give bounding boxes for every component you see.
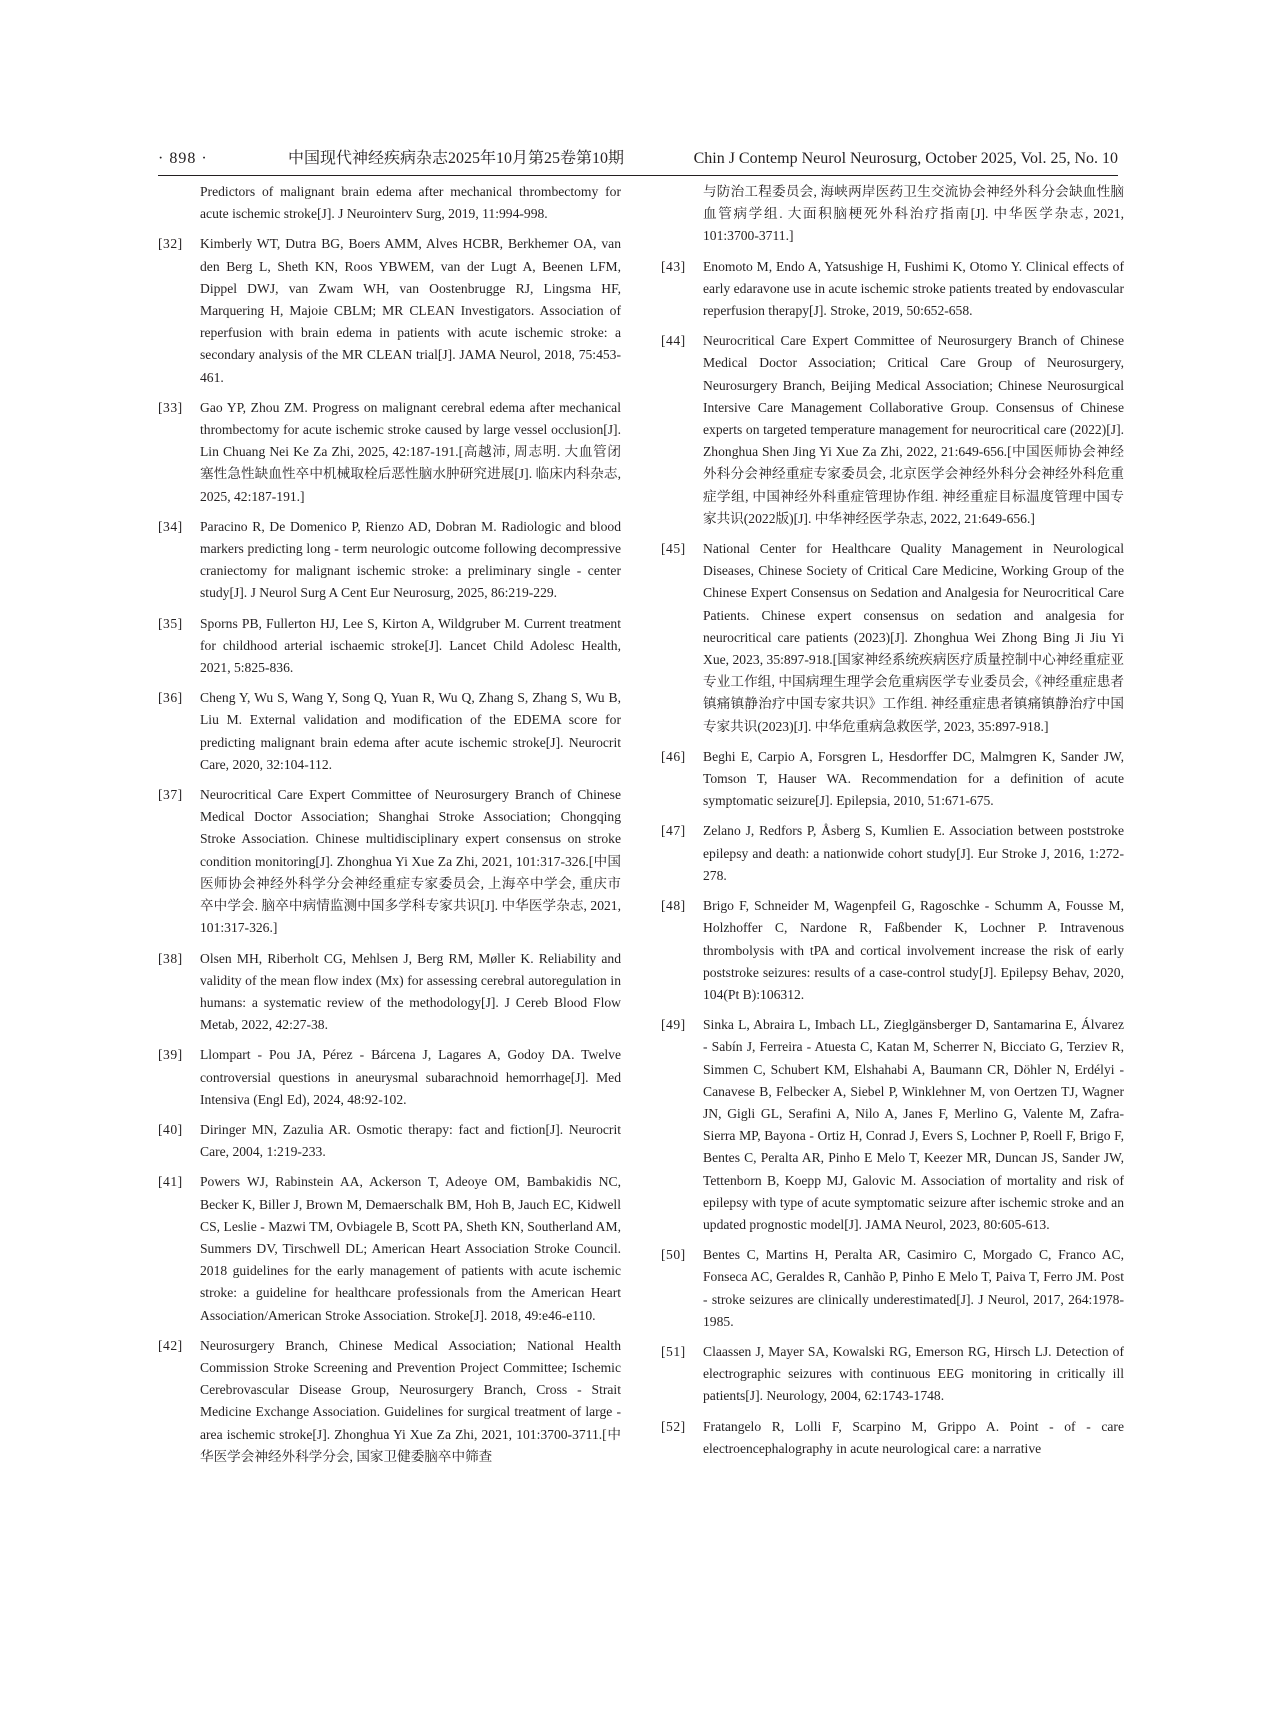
reference-41 [158,1171,621,1326]
reference-text: Predictors of malignant brain edema after mechanical thrombectomy for acute ischemic stroke[J]. J Neurointerv Surg, 2019, 11:994-998. [200,184,621,222]
reference-number: [49] [661,1017,686,1033]
reference-text: Beghi E, Carpio A, Forsgren L, Hesdorffer DC, Malmgren K, Sander JW, Tomson T, Hauser WA. Recommendation for a definition of acute symptomatic seizure[J]. Epilepsia, 2010, 51:671-675. [703,748,1124,809]
reference-35 [158,613,621,680]
reference-number: [41] [158,1174,183,1190]
reference-text: Fratangelo R, Lolli F, Scarpino M, Grippo A. Point - of - care electroencephalography in acute neurological care: a narrative [703,1418,1124,1456]
reference-text: Llompart - Pou JA, Pérez - Bárcena J, Lagares A, Godoy DA. Twelve controversial questions in aneurysmal subarachnoid hemorrhage[J]. Med Intensiva (Engl Ed), 2024, 48:92-102. [200,1047,621,1107]
reference-number: [52] [661,1418,686,1434]
reference-47 [661,820,1124,887]
right-column [661,181,1124,1468]
left-column [158,181,621,1476]
reference-text: Sinka L, Abraira L, Imbach LL, Zieglgänsberger D, Santamarina E, Álvarez - Sabín J, Ferreira - Atuesta C, Katan M, Scherrer N, Bicciato G, Terziev R, Simmen C, Schubert KM, Elshahabi A, Baumann CR, Döhler N, Erdélyi - Canavese B, Felbecker A, Siebel P, Winklehner M, von Oertzen TJ, Wagner JN, Gigli GL, Serafini A, Nilo A, Janes F, Merlino G, Valente M, Zafra-Sierra MP, Bayona - Ortiz H, Conrad J, Evers S, Lochner P, Roell F, Brigo F, Bentes C, Peralta AR, Pinho E Melo T, Keezer MR, Duncan JS, Sander JW, Tettenborn B, Koepp MJ, Galovic M. Association of mortality and risk of epilepsy with type of acute symptomatic seizure after ischemic stroke and an updated prognostic model[J]. JAMA Neurol, 2023, 80:605-613. [703,1017,1124,1232]
reference-number: [40] [158,1121,183,1137]
running-header [158,146,1118,172]
reference-48 [661,895,1124,1006]
reference-continuation [158,181,621,225]
reference-text: Powers WJ, Rabinstein AA, Ackerson T, Adeoye OM, Bambakidis NC, Becker K, Biller J, Brown M, Demaerschalk BM, Hoh B, Jauch EC, Kidwell CS, Leslie - Mazwi TM, Ovbiagele B, Scott PA, Sheth KN, Southerland AM, Summers DV, Tirschwell DL; American Heart Association Stroke Council. 2018 guidelines for the early management of patients with acute ischemic stroke: a guideline for healthcare professionals from the American Heart Association/American Stroke Association. Stroke[J]. 2018, 49:e46-e110. [200,1174,621,1323]
reference-39 [158,1044,621,1111]
reference-37 [158,784,621,939]
reference-number: [48] [661,898,686,914]
reference-number: [46] [661,748,686,764]
reference-text: National Center for Healthcare Quality Management in Neurological Diseases, Chinese Society of Critical Care Medicine, Working Group of the Chinese Expert Consensus on Sedation and Analgesia for Neurocritical Care Patients. Chinese expert consensus on sedation and analgesia for neurocritical care patients (2023)[J]. Zhonghua Wei Zhong Bing Ji Jiu Yi Xue, 2023, 35:897-918.[国家神经系统疾病医疗质量控制中心神经重症亚专业工作组, 中国病理生理学会危重病医学专业委员会,《神经重症患者镇痛镇静治疗中国专家共识》工作组. 神经重症患者镇痛镇静治疗中国专家共识(2023)[J]. 中华危重病急救医学, 2023, 35:897-918.] [703,541,1124,734]
reference-text: Kimberly WT, Dutra BG, Boers AMM, Alves HCBR, Berkhemer OA, van den Berg L, Sheth KN, Roos YBWEM, van der Lugt A, Beenen LFM, Dippel DWJ, van Zwam WH, van Oostenbrugge RJ, Lingsma HF, Marquering H, Majoie CBLM; MR CLEAN Investigators. Association of reperfusion with brain edema in patients with acute ischemic stroke: a secondary analysis of the MR CLEAN trial[J]. JAMA Neurol, 2018, 75:453-461. [200,236,621,385]
reference-text: Sporns PB, Fullerton HJ, Lee S, Kirton A, Wildgruber M. Current treatment for childhood arterial ischaemic stroke[J]. Lancet Child Adolesc Health, 2021, 5:825-836. [200,615,621,676]
reference-number: [45] [661,541,686,557]
journal-title-en: Chin J Contemp Neurol Neurosurg, October 2025, Vol. 25, No. 10 [693,150,1118,167]
reference-number: [37] [158,787,183,803]
reference-number: [33] [158,399,183,415]
reference-number: [44] [661,333,686,349]
reference-number: [35] [158,615,183,631]
reference-number: [39] [158,1047,183,1063]
reference-number: [47] [661,823,686,839]
page-number: · 898 · [158,150,208,167]
reference-49 [661,1014,1124,1236]
reference-text: Diringer MN, Zazulia AR. Osmotic therapy: fact and fiction[J]. Neurocrit Care, 2004, 1:219-233. [200,1121,621,1160]
reference-text: Enomoto M, Endo A, Yatsushige H, Fushimi K, Otomo Y. Clinical effects of early edaravone use in acute ischemic stroke patients treated by endovascular reperfusion therapy[J]. Stroke, 2019, 50:652-658. [703,258,1124,319]
reference-33 [158,397,621,508]
reference-continuation [661,181,1124,248]
reference-43 [661,256,1124,323]
reference-text: Gao YP, Zhou ZM. Progress on malignant cerebral edema after mechanical thrombectomy for acute ischemic stroke caused by large vessel occlusion[J]. Lin Chuang Nei Ke Za Zhi, 2025, 42:187-191.[高越沛, 周志明. 大血管闭塞性急性缺血性卒中机械取栓后恶性脑水肿研究进展[J]. 临床内科杂志, 2025, 42:187-191.] [200,399,621,504]
reference-text: Neurosurgery Branch, Chinese Medical Association; National Health Commission Stroke Screening and Prevention Project Committee; Ischemic Cerebrovascular Disease Group, Neurosurgery Branch, Cross - Strait Medicine Exchange Association. Guidelines for surgical treatment of large - area ischemic stroke[J]. Zhonghua Yi Xue Za Zhi, 2021, 101:3700-3711.[中华医学会神经外科学分会, 国家卫健委脑卒中筛查 [200,1337,621,1464]
reference-38 [158,948,621,1037]
reference-51 [661,1341,1124,1408]
reference-text: Neurocritical Care Expert Committee of Neurosurgery Branch of Chinese Medical Doctor Association; Shanghai Stroke Association; Chongqing Stroke Association. Chinese multidisciplinary expert consensus on stroke condition monitoring[J]. Zhonghua Yi Xue Za Zhi, 2021, 101:317-326.[中国医师协会神经外科学分会神经重症专家委员会, 上海卒中学会, 重庆市卒中学会. 脑卒中病情监测中国多学科专家共识[J]. 中华医学杂志, 2021, 101:317-326.] [200,787,621,936]
reference-50 [661,1244,1124,1333]
journal-title-cn: 中国现代神经疾病杂志2025年10月第25卷第10期 [288,150,625,167]
reference-text: Cheng Y, Wu S, Wang Y, Song Q, Yuan R, Wu Q, Zhang S, Zhang S, Wu B, Liu M. External validation and modification of the EDEMA score for predicting malignant brain edema after acute ischemic stroke[J]. Neurocrit Care, 2020, 32:104-112. [200,690,621,772]
reference-text: Brigo F, Schneider M, Wagenpfeil G, Ragoschke - Schumm A, Fousse M, Holzhoffer C, Nardone R, Faßbender K, Lochner P. Intravenous thrombolysis with tPA and cortical involvement increase the risk of early poststroke seizures: results of a case-control study[J]. Epilepsy Behav, 2020, 104(Pt B):106312. [703,898,1124,1002]
reference-text: Paracino R, De Domenico P, Rienzo AD, Dobran M. Radiologic and blood markers predicting long - term neurologic outcome following decompressive craniectomy for malignant ischemic stroke: a preliminary single - center study[J]. J Neurol Surg A Cent Eur Neurosurg, 2025, 86:219-229. [200,518,621,601]
reference-text: Zelano J, Redfors P, Åsberg S, Kumlien E. Association between poststroke epilepsy and death: a nationwide cohort study[J]. Eur Stroke J, 2016, 1:272-278. [703,823,1124,883]
reference-text: Bentes C, Martins H, Peralta AR, Casimiro C, Morgado C, Franco AC, Fonseca AC, Geraldes R, Canhão P, Pinho E Melo T, Paiva T, Ferro JM. Post - stroke seizures are clinically underestimated[J]. J Neurol, 2017, 264:1978-1985. [703,1247,1124,1329]
reference-number: [42] [158,1337,183,1353]
reference-32 [158,233,621,388]
reference-number: [36] [158,690,183,706]
reference-text: Claassen J, Mayer SA, Kowalski RG, Emerson RG, Hirsch LJ. Detection of electrographic seizures with continuous EEG monitoring in critically ill patients[J]. Neurology, 2004, 62:1743-1748. [703,1343,1124,1404]
reference-44 [661,330,1124,530]
reference-46 [661,746,1124,813]
reference-number: [50] [661,1247,686,1263]
reference-40 [158,1119,621,1163]
reference-text: Olsen MH, Riberholt CG, Mehlsen J, Berg RM, Møller K. Reliability and validity of the mean flow index (Mx) for assessing cerebral autoregulation in humans: a systematic review of the methodology[J]. J Cereb Blood Flow Metab, 2022, 42:27-38. [200,950,621,1033]
reference-42 [158,1335,621,1468]
reference-34 [158,516,621,605]
reference-52 [661,1416,1124,1460]
reference-number: [32] [158,236,183,252]
reference-text: 与防治工程委员会, 海峡两岸医药卫生交流协会神经外科分会缺血性脑血管病学组. 大面积脑梗死外科治疗指南[J]. 中华医学杂志, 2021, 101:3700-3711.] [703,184,1124,244]
reference-number: [43] [661,258,686,274]
reference-text: Neurocritical Care Expert Committee of Neurosurgery Branch of Chinese Medical Doctor Association; Critical Care Group of Neurosurgery, Neurosurgery Branch, Beijing Medical Association; Chinese Neurosurgical Intersive Care Management Collaborative Group. Consensus of Chinese experts on targeted temperature management for neurocritical care (2022)[J]. Zhonghua Shen Jing Yi Xue Za Zhi, 2022, 21:649-656.[中国医师协会神经外科分会神经重症专家委员会, 北京医学会神经外科分会神经外科危重症学组, 中国神经外科重症管理协作组. 神经重症目标温度管理中国专家共识(2022版)[J]. 中华神经医学杂志, 2022, 21:649-656.] [703,333,1124,526]
reference-number: [51] [661,1343,686,1359]
reference-number: [38] [158,950,183,966]
reference-36 [158,687,621,776]
header-rule [158,175,1118,176]
reference-number: [34] [158,518,183,534]
reference-45 [661,538,1124,738]
